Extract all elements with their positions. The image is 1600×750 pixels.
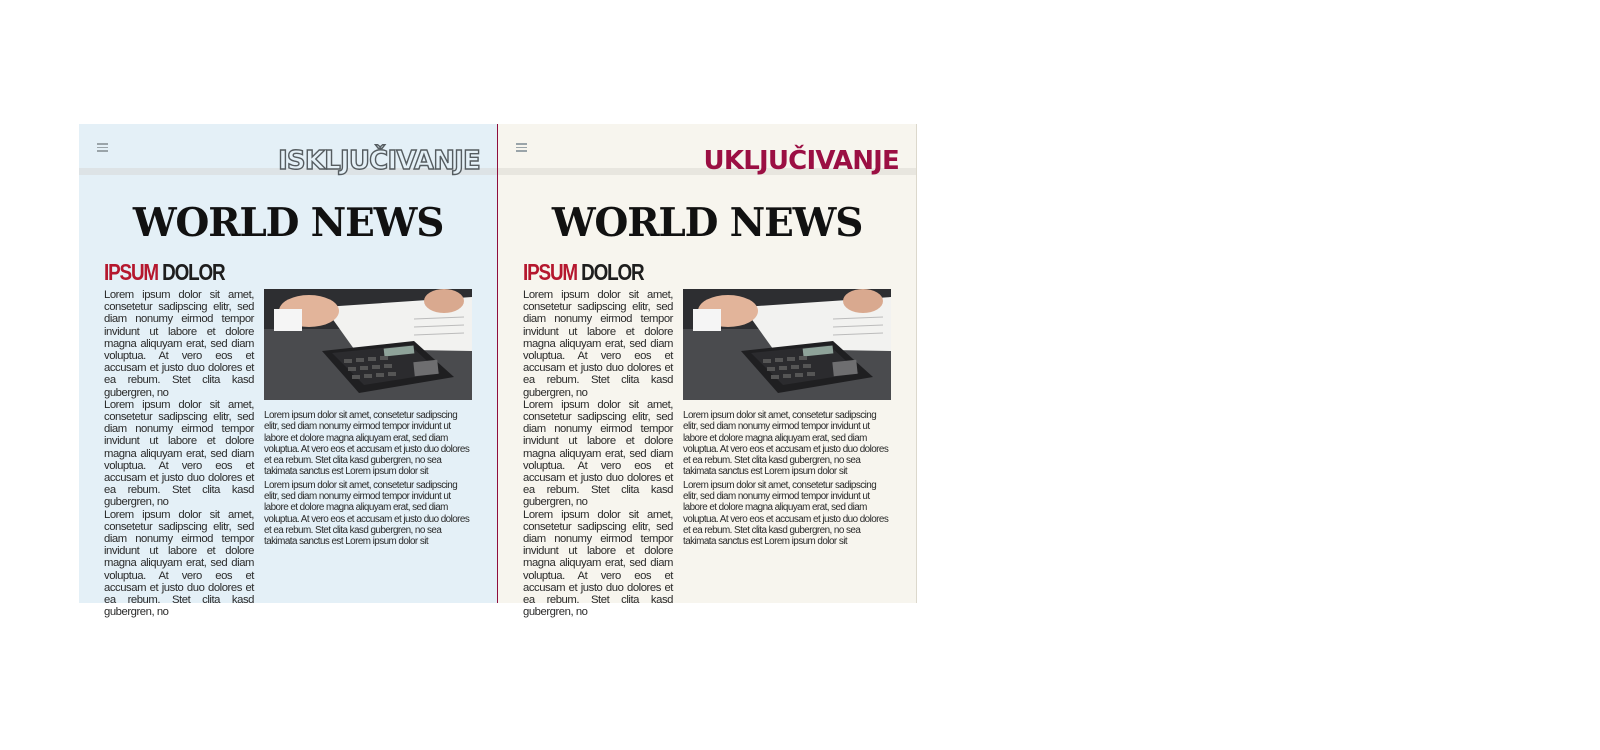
- article-paragraph: Lorem ipsum dolor sit amet, consetetur sadipscing elitr, sed diam nonumy eirmod tempor invidunt ut labore et dolore magna aliquyam erat, sed diam voluptua. At vero eos et accusam et justo duo dolores et ea rebum. Stet clita kasd gubergren, no: [523, 289, 673, 399]
- article-paragraph: Lorem ipsum dolor sit amet, consetetur sadipscing elitr, sed diam nonumy eirmod tempor invidunt ut labore et dolore magna aliquyam erat, sed diam voluptua. At vero eos et accusam et justo duo dolores et ea rebum. Stet clita kasd gubergren, no sea takimata sanctus est Lorem ipsum dolor sit: [683, 479, 889, 548]
- newspaper-headline: WORLD NEWS: [132, 200, 444, 246]
- calculator-photo: [683, 289, 891, 400]
- section-title-dark: DOLOR: [581, 259, 644, 285]
- section-title: [523, 259, 643, 286]
- article-paragraph: Lorem ipsum dolor sit amet, consetetur sadipscing elitr, sed diam nonumy eirmod tempor invidunt ut labore et dolore magna aliquyam erat, sed diam voluptua. At vero eos et accusam et justo duo dolores et ea rebum. Stet clita kasd gubergren, no sea takimata sanctus est Lorem ipsum dolor sit: [683, 410, 889, 478]
- section-title: [104, 259, 224, 286]
- newspaper-panel-on: [498, 124, 917, 619]
- article-paragraph: Lorem ipsum dolor sit amet, consetetur sadipscing elitr, sed diam nonumy eirmod tempor invidunt ut labore et dolore magna aliquyam erat, sed diam voluptua. At vero eos et accusam et justo duo dolores et ea rebum. Stet clita kasd gubergren, no: [104, 398, 254, 509]
- hamburger-menu-icon[interactable]: [97, 143, 108, 152]
- mode-toggle-on-title[interactable]: UKLJUČIVANJE: [703, 146, 899, 176]
- calculator-photo: [264, 289, 472, 400]
- article-paragraph: Lorem ipsum dolor sit amet, consetetur sadipscing elitr, sed diam nonumy eirmod tempor invidunt ut labore et dolore magna aliquyam erat, sed diam voluptua. At vero eos et accusam et justo duo dolores et ea rebum. Stet clita kasd gubergren, no: [104, 289, 254, 399]
- newspaper-headline: WORLD NEWS: [551, 200, 863, 246]
- article-paragraph: Lorem ipsum dolor sit amet, consetetur sadipscing elitr, sed diam nonumy eirmod tempor invidunt ut labore et dolore magna aliquyam erat, sed diam voluptua. At vero eos et accusam et justo duo dolores et ea rebum. Stet clita kasd gubergren, no: [104, 508, 254, 619]
- article-paragraph: Lorem ipsum dolor sit amet, consetetur sadipscing elitr, sed diam nonumy eirmod tempor invidunt ut labore et dolore magna aliquyam erat, sed diam voluptua. At vero eos et accusam et justo duo dolores et ea rebum. Stet clita kasd gubergren, no: [523, 398, 673, 509]
- mode-toggle-off-title[interactable]: ISKLJUČIVANJE: [278, 146, 480, 176]
- section-title-red: IPSUM: [523, 259, 577, 285]
- calculator-photo-art: [264, 289, 472, 400]
- article-column-right: [264, 410, 472, 550]
- article-column-left: [104, 289, 254, 618]
- section-title-dark: DOLOR: [162, 259, 225, 285]
- hamburger-menu-icon[interactable]: [516, 143, 527, 152]
- article-column-left: [523, 289, 673, 618]
- calculator-photo-art: [683, 289, 891, 400]
- section-title-red: IPSUM: [104, 259, 158, 285]
- article-paragraph: Lorem ipsum dolor sit amet, consetetur sadipscing elitr, sed diam nonumy eirmod tempor invidunt ut labore et dolore magna aliquyam erat, sed diam voluptua. At vero eos et accusam et justo duo dolores et ea rebum. Stet clita kasd gubergren, no sea takimata sanctus est Lorem ipsum dolor sit: [264, 410, 470, 478]
- article-paragraph: Lorem ipsum dolor sit amet, consetetur sadipscing elitr, sed diam nonumy eirmod tempor invidunt ut labore et dolore magna aliquyam erat, sed diam voluptua. At vero eos et accusam et justo duo dolores et ea rebum. Stet clita kasd gubergren, no sea takimata sanctus est Lorem ipsum dolor sit: [264, 479, 470, 548]
- newspaper-panel-off: [79, 124, 497, 619]
- article-column-right: [683, 410, 891, 550]
- article-paragraph: Lorem ipsum dolor sit amet, consetetur sadipscing elitr, sed diam nonumy eirmod tempor invidunt ut labore et dolore magna aliquyam erat, sed diam voluptua. At vero eos et accusam et justo duo dolores et ea rebum. Stet clita kasd gubergren, no: [523, 508, 673, 619]
